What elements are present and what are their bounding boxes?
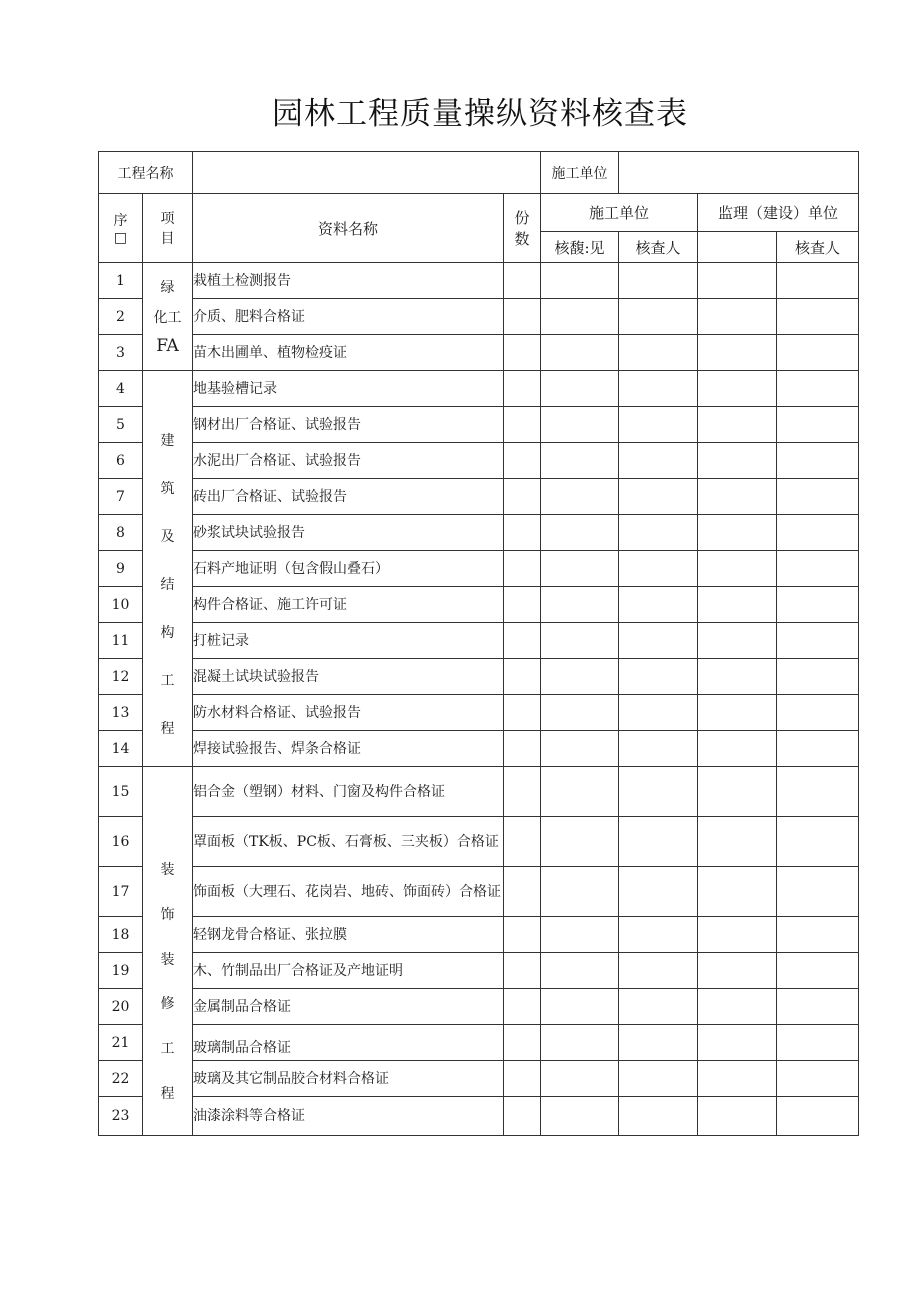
material-name: 石料产地证明（包含假山叠石） bbox=[193, 551, 504, 587]
section-label bbox=[143, 371, 193, 767]
supervision-opinion-cell[interactable] bbox=[698, 867, 777, 917]
supervision-checker-cell[interactable] bbox=[777, 659, 859, 695]
material-name: 砂浆试块试验报告 bbox=[193, 515, 504, 551]
supervision-opinion-cell[interactable] bbox=[698, 587, 777, 623]
section-label bbox=[143, 263, 193, 371]
supervision-opinion-cell[interactable] bbox=[698, 371, 777, 407]
supervision-checker-cell[interactable] bbox=[777, 515, 859, 551]
supervision-opinion-cell[interactable] bbox=[698, 767, 777, 817]
copies-cell[interactable] bbox=[504, 371, 541, 407]
table-row bbox=[99, 867, 859, 917]
checker-cell[interactable] bbox=[619, 1097, 698, 1136]
row-number: 20 bbox=[99, 989, 143, 1025]
check-opinion-header: 核馥:见 bbox=[541, 232, 619, 263]
checker-cell[interactable] bbox=[619, 659, 698, 695]
section-char: 工 bbox=[160, 1041, 175, 1058]
check-opinion-cell[interactable] bbox=[541, 299, 619, 335]
checker-cell[interactable] bbox=[619, 867, 698, 917]
copies-cell[interactable] bbox=[504, 731, 541, 767]
copies-cell[interactable] bbox=[504, 1025, 541, 1061]
copies-cell[interactable] bbox=[504, 695, 541, 731]
copies-cell[interactable] bbox=[504, 443, 541, 479]
supervision-opinion-cell[interactable] bbox=[698, 335, 777, 371]
check-opinion-cell[interactable] bbox=[541, 953, 619, 989]
material-name: 罩面板（TK板、PC板、石膏板、三夹板）合格证 bbox=[193, 817, 504, 867]
table-row bbox=[99, 587, 859, 623]
project-name-field[interactable] bbox=[193, 152, 541, 194]
material-name: 混凝土试块试验报告 bbox=[193, 659, 504, 695]
supervision-group-header: 监理（建设）单位 bbox=[698, 194, 859, 232]
row-number: 13 bbox=[99, 695, 143, 731]
checker-cell[interactable] bbox=[619, 443, 698, 479]
column-header-row bbox=[99, 194, 859, 232]
supervision-opinion-cell[interactable] bbox=[698, 659, 777, 695]
copies-cell[interactable] bbox=[504, 623, 541, 659]
checker-cell[interactable] bbox=[619, 407, 698, 443]
checker-header-2: 核查人 bbox=[777, 232, 859, 263]
table-row bbox=[99, 767, 859, 817]
check-opinion-cell[interactable] bbox=[541, 263, 619, 299]
supervision-checker-cell[interactable] bbox=[777, 1025, 859, 1061]
checker-header-1: 核查人 bbox=[619, 232, 698, 263]
table-row bbox=[99, 551, 859, 587]
material-name: 玻璃制品合格证 bbox=[193, 1025, 504, 1061]
copies-cell[interactable] bbox=[504, 335, 541, 371]
copies-cell[interactable] bbox=[504, 953, 541, 989]
table-row bbox=[99, 263, 859, 299]
supervision-checker-cell[interactable] bbox=[777, 767, 859, 817]
check-opinion-cell[interactable] bbox=[541, 817, 619, 867]
table-row bbox=[99, 515, 859, 551]
supervision-opinion-cell[interactable] bbox=[698, 551, 777, 587]
table-row bbox=[99, 1061, 859, 1097]
table-row bbox=[99, 731, 859, 767]
copies-cell[interactable] bbox=[504, 587, 541, 623]
copies-cell[interactable] bbox=[504, 407, 541, 443]
copies-cell[interactable] bbox=[504, 1097, 541, 1136]
seq-header-box: □ bbox=[113, 230, 128, 246]
supervision-checker-cell[interactable] bbox=[777, 953, 859, 989]
copies-cell[interactable] bbox=[504, 479, 541, 515]
material-name: 金属制品合格证 bbox=[193, 989, 504, 1025]
supervision-opinion-cell[interactable] bbox=[698, 443, 777, 479]
copies-cell[interactable] bbox=[504, 263, 541, 299]
section-char: 程 bbox=[160, 1086, 175, 1103]
copies-cell[interactable] bbox=[504, 989, 541, 1025]
material-name: 钢材出厂合格证、试验报告 bbox=[193, 407, 504, 443]
copies-header bbox=[504, 194, 541, 263]
check-opinion-cell[interactable] bbox=[541, 407, 619, 443]
material-name: 水泥出厂合格证、试验报告 bbox=[193, 443, 504, 479]
copies-header-bottom: 数 bbox=[514, 230, 530, 248]
table-row bbox=[99, 371, 859, 407]
copies-cell[interactable] bbox=[504, 299, 541, 335]
row-number: 15 bbox=[99, 767, 143, 817]
row-number: 22 bbox=[99, 1061, 143, 1097]
supervision-opinion-cell[interactable] bbox=[698, 989, 777, 1025]
checker-cell[interactable] bbox=[619, 817, 698, 867]
section-char: 筑 bbox=[160, 480, 175, 497]
supervision-checker-cell[interactable] bbox=[777, 623, 859, 659]
supervision-checker-cell[interactable] bbox=[777, 443, 859, 479]
row-number: 9 bbox=[99, 551, 143, 587]
supervision-opinion-cell[interactable] bbox=[698, 407, 777, 443]
material-name: 砖出厂合格证、试验报告 bbox=[193, 479, 504, 515]
section-char: 装 bbox=[160, 951, 175, 968]
checker-cell[interactable] bbox=[619, 263, 698, 299]
project-info-row bbox=[99, 152, 859, 194]
supervision-opinion-cell[interactable] bbox=[698, 695, 777, 731]
checker-cell[interactable] bbox=[619, 731, 698, 767]
table-row bbox=[99, 623, 859, 659]
section-label-stack bbox=[143, 787, 192, 1116]
check-opinion-cell[interactable] bbox=[541, 731, 619, 767]
checklist-table bbox=[98, 151, 859, 1136]
row-number: 19 bbox=[99, 953, 143, 989]
checker-cell[interactable] bbox=[619, 371, 698, 407]
table-row bbox=[99, 917, 859, 953]
checker-cell[interactable] bbox=[619, 335, 698, 371]
row-number: 12 bbox=[99, 659, 143, 695]
check-opinion-cell[interactable] bbox=[541, 659, 619, 695]
blank-subheader bbox=[698, 232, 777, 263]
row-number: 5 bbox=[99, 407, 143, 443]
copies-cell[interactable] bbox=[504, 659, 541, 695]
page-title: 园林工程质量操纵资料核查表 bbox=[272, 96, 688, 132]
construction-unit-field[interactable] bbox=[619, 152, 859, 194]
supervision-checker-cell[interactable] bbox=[777, 989, 859, 1025]
supervision-opinion-cell[interactable] bbox=[698, 515, 777, 551]
material-name: 焊接试验报告、焊条合格证 bbox=[193, 731, 504, 767]
row-number: 16 bbox=[99, 817, 143, 867]
row-number: 6 bbox=[99, 443, 143, 479]
material-name: 油漆涂料等合格证 bbox=[193, 1097, 504, 1136]
copies-cell[interactable] bbox=[504, 917, 541, 953]
section-char: 绿 bbox=[160, 280, 175, 296]
row-number: 17 bbox=[99, 867, 143, 917]
checker-cell[interactable] bbox=[619, 623, 698, 659]
row-number: 3 bbox=[99, 335, 143, 371]
section-char: 装 bbox=[160, 861, 175, 878]
check-opinion-cell[interactable] bbox=[541, 1025, 619, 1061]
material-name: 介质、肥料合格证 bbox=[193, 299, 504, 335]
supervision-checker-cell[interactable] bbox=[777, 731, 859, 767]
table-row bbox=[99, 299, 859, 335]
copies-cell[interactable] bbox=[504, 551, 541, 587]
supervision-opinion-cell[interactable] bbox=[698, 1097, 777, 1136]
row-number: 18 bbox=[99, 917, 143, 953]
check-opinion-cell[interactable] bbox=[541, 335, 619, 371]
row-number: 7 bbox=[99, 479, 143, 515]
checker-cell[interactable] bbox=[619, 767, 698, 817]
supervision-opinion-cell[interactable] bbox=[698, 299, 777, 335]
supervision-opinion-cell[interactable] bbox=[698, 479, 777, 515]
section-char: 工 bbox=[160, 672, 175, 689]
checker-cell[interactable] bbox=[619, 989, 698, 1025]
section-char: 构 bbox=[160, 624, 175, 641]
project-name-label: 工程名称 bbox=[99, 152, 193, 194]
supervision-checker-cell[interactable] bbox=[777, 407, 859, 443]
row-number: 11 bbox=[99, 623, 143, 659]
check-opinion-cell[interactable] bbox=[541, 623, 619, 659]
row-number: 14 bbox=[99, 731, 143, 767]
supervision-checker-cell[interactable] bbox=[777, 479, 859, 515]
material-name: 防水材料合格证、试验报告 bbox=[193, 695, 504, 731]
checker-cell[interactable] bbox=[619, 1061, 698, 1097]
section-char: 修 bbox=[160, 996, 175, 1013]
section-char: 结 bbox=[160, 576, 175, 593]
check-opinion-cell[interactable] bbox=[541, 1097, 619, 1136]
seq-header bbox=[99, 194, 143, 263]
material-name: 苗木出圃单、植物检疫证 bbox=[193, 335, 504, 371]
checker-cell[interactable] bbox=[619, 479, 698, 515]
item-header-top: 项 bbox=[160, 211, 175, 227]
material-name: 轻钢龙骨合格证、张拉膜 bbox=[193, 917, 504, 953]
checker-cell[interactable] bbox=[619, 953, 698, 989]
construction-group-header: 施工单位 bbox=[541, 194, 698, 232]
check-opinion-cell[interactable] bbox=[541, 767, 619, 817]
check-opinion-cell[interactable] bbox=[541, 371, 619, 407]
supervision-opinion-cell[interactable] bbox=[698, 1061, 777, 1097]
supervision-checker-cell[interactable] bbox=[777, 371, 859, 407]
table-row bbox=[99, 1025, 859, 1061]
item-header-bottom: 目 bbox=[160, 231, 175, 247]
material-name-header: 资料名称 bbox=[193, 194, 504, 263]
seq-header-text: 序 bbox=[113, 213, 128, 229]
supervision-checker-cell[interactable] bbox=[777, 695, 859, 731]
supervision-checker-cell[interactable] bbox=[777, 263, 859, 299]
material-name: 铝合金（塑钢）材料、门窗及构件合格证 bbox=[193, 767, 504, 817]
material-name: 栽植土检测报告 bbox=[193, 263, 504, 299]
check-opinion-cell[interactable] bbox=[541, 479, 619, 515]
supervision-checker-cell[interactable] bbox=[777, 551, 859, 587]
section-label-stack bbox=[143, 268, 192, 366]
row-number: 8 bbox=[99, 515, 143, 551]
checker-cell[interactable] bbox=[619, 695, 698, 731]
checker-cell[interactable] bbox=[619, 551, 698, 587]
section-label-stack bbox=[143, 386, 192, 752]
section-label bbox=[143, 767, 193, 1136]
row-number: 4 bbox=[99, 371, 143, 407]
supervision-checker-cell[interactable] bbox=[777, 1061, 859, 1097]
section-char: 及 bbox=[160, 528, 175, 545]
table-row bbox=[99, 695, 859, 731]
section-char: 化工 bbox=[153, 309, 182, 326]
check-opinion-cell[interactable] bbox=[541, 551, 619, 587]
section-char: FA bbox=[156, 336, 179, 356]
check-opinion-cell[interactable] bbox=[541, 867, 619, 917]
table-row bbox=[99, 407, 859, 443]
supervision-opinion-cell[interactable] bbox=[698, 263, 777, 299]
check-opinion-cell[interactable] bbox=[541, 989, 619, 1025]
table-row bbox=[99, 479, 859, 515]
section-char: 程 bbox=[160, 720, 175, 737]
table-row bbox=[99, 335, 859, 371]
table-row bbox=[99, 817, 859, 867]
supervision-opinion-cell[interactable] bbox=[698, 623, 777, 659]
supervision-opinion-cell[interactable] bbox=[698, 917, 777, 953]
material-name: 构件合格证、施工许可证 bbox=[193, 587, 504, 623]
section-char: 建 bbox=[160, 432, 175, 449]
supervision-checker-cell[interactable] bbox=[777, 587, 859, 623]
table-row bbox=[99, 989, 859, 1025]
checker-cell[interactable] bbox=[619, 1025, 698, 1061]
material-name: 打桩记录 bbox=[193, 623, 504, 659]
construction-unit-label: 施工单位 bbox=[541, 152, 619, 194]
checker-cell[interactable] bbox=[619, 587, 698, 623]
supervision-checker-cell[interactable] bbox=[777, 917, 859, 953]
copies-cell[interactable] bbox=[504, 1061, 541, 1097]
table-row bbox=[99, 1097, 859, 1136]
supervision-opinion-cell[interactable] bbox=[698, 817, 777, 867]
supervision-opinion-cell[interactable] bbox=[698, 953, 777, 989]
check-opinion-cell[interactable] bbox=[541, 443, 619, 479]
checker-cell[interactable] bbox=[619, 917, 698, 953]
copies-cell[interactable] bbox=[504, 767, 541, 817]
supervision-checker-cell[interactable] bbox=[777, 335, 859, 371]
item-header bbox=[143, 194, 193, 263]
row-number: 10 bbox=[99, 587, 143, 623]
row-number: 2 bbox=[99, 299, 143, 335]
material-name: 玻璃及其它制品胶合材料合格证 bbox=[193, 1061, 504, 1097]
checker-cell[interactable] bbox=[619, 515, 698, 551]
material-name: 木、竹制品出厂合格证及产地证明 bbox=[193, 953, 504, 989]
copies-cell[interactable] bbox=[504, 817, 541, 867]
row-number: 23 bbox=[99, 1097, 143, 1136]
supervision-checker-cell[interactable] bbox=[777, 1097, 859, 1136]
row-number: 1 bbox=[99, 263, 143, 299]
copies-header-top: 份 bbox=[514, 209, 530, 227]
material-name: 饰面板（大理石、花岗岩、地砖、饰面砖）合格证 bbox=[193, 867, 504, 917]
check-opinion-cell[interactable] bbox=[541, 587, 619, 623]
section-char: 饰 bbox=[160, 906, 175, 923]
check-opinion-cell[interactable] bbox=[541, 515, 619, 551]
material-name: 地基验槽记录 bbox=[193, 371, 504, 407]
row-number: 21 bbox=[99, 1025, 143, 1061]
table-row bbox=[99, 659, 859, 695]
supervision-opinion-cell[interactable] bbox=[698, 1025, 777, 1061]
check-opinion-cell[interactable] bbox=[541, 695, 619, 731]
check-opinion-cell[interactable] bbox=[541, 1061, 619, 1097]
copies-cell[interactable] bbox=[504, 515, 541, 551]
table-row bbox=[99, 443, 859, 479]
checker-cell[interactable] bbox=[619, 299, 698, 335]
table-row bbox=[99, 953, 859, 989]
supervision-checker-cell[interactable] bbox=[777, 299, 859, 335]
supervision-checker-cell[interactable] bbox=[777, 867, 859, 917]
copies-cell[interactable] bbox=[504, 867, 541, 917]
supervision-checker-cell[interactable] bbox=[777, 817, 859, 867]
check-opinion-cell[interactable] bbox=[541, 917, 619, 953]
supervision-opinion-cell[interactable] bbox=[698, 731, 777, 767]
